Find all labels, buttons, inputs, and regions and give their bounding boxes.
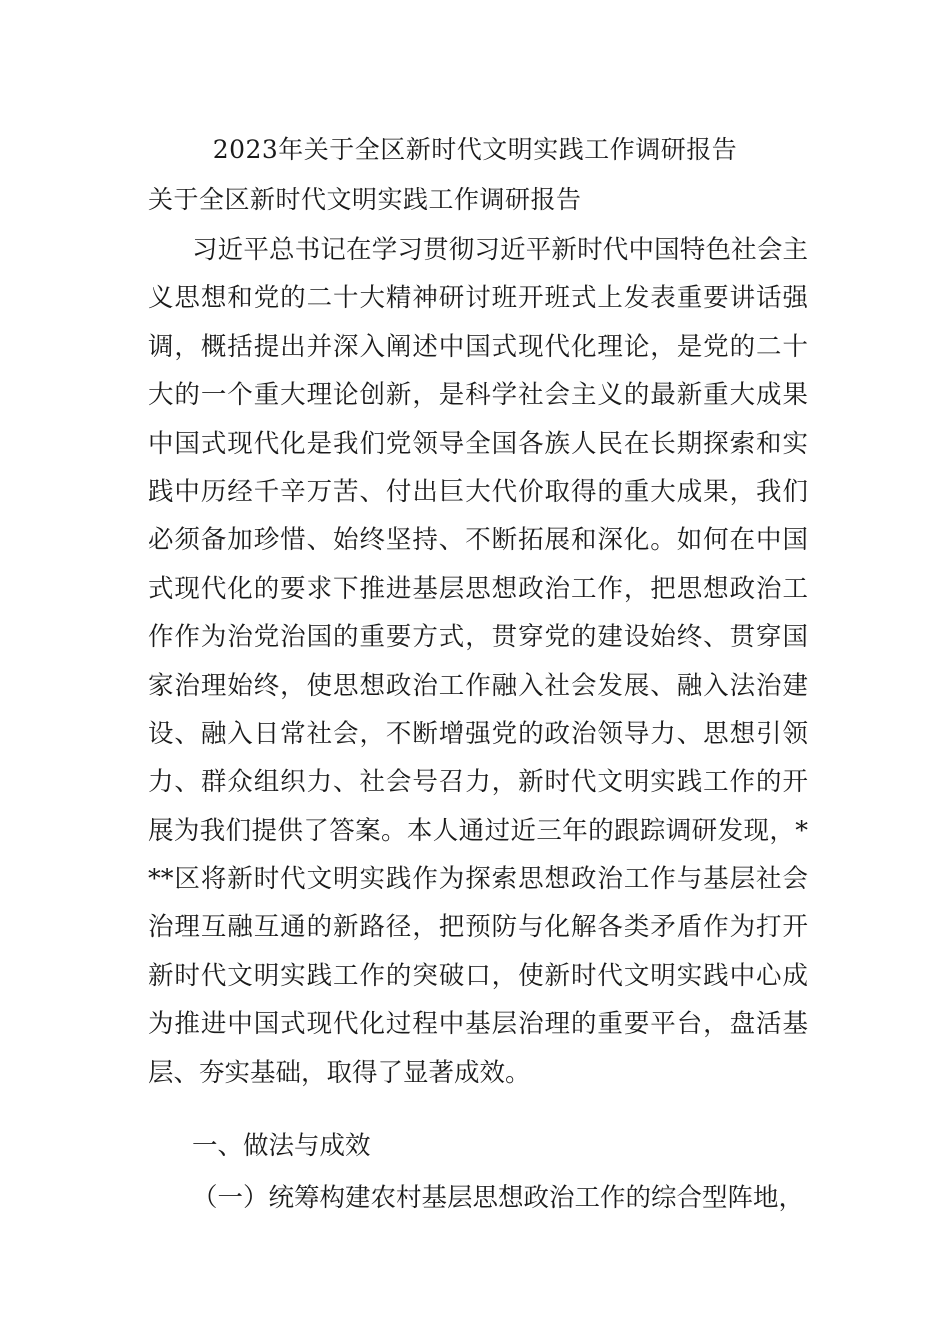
paragraph-line: 层、夯实基础，取得了显著成效。 bbox=[148, 1057, 531, 1088]
paragraph-line: 作作为治党治国的重要方式，贯穿党的建设始终、贯穿国 bbox=[148, 622, 808, 653]
paragraph-line: 治理互融互通的新路径，把预防与化解各类矛盾作为打开 bbox=[148, 912, 808, 943]
document-subtitle: 关于全区新时代文明实践工作调研报告 bbox=[148, 185, 582, 214]
paragraph-line: 义思想和党的二十大精神研讨班开班式上发表重要讲话强 bbox=[148, 283, 808, 314]
paragraph-line: 中国式现代化是我们党领导全国各族人民在长期探索和实 bbox=[148, 428, 808, 459]
section-heading: 一、做法与成效 bbox=[192, 1131, 371, 1161]
paragraph-line: 习近平总书记在学习贯彻习近平新时代中国特色社会主 bbox=[192, 235, 808, 265]
paragraph-line: 力、群众组织力、社会号召力，新时代文明实践工作的开 bbox=[148, 767, 808, 798]
body-paragraph bbox=[148, 232, 808, 1103]
paragraph-line: 家治理始终，使思想政治工作融入社会发展、融入法治建 bbox=[148, 670, 808, 701]
paragraph-line: 调，概括提出并深入阐述中国式现代化理论，是党的二十 bbox=[148, 331, 808, 362]
paragraph-line: 新时代文明实践工作的突破口，使新时代文明实践中心成 bbox=[148, 960, 808, 991]
paragraph-line: 践中历经千辛万苦、付出巨大代价取得的重大成果，我们 bbox=[148, 476, 808, 507]
subsection-heading: （一）统筹构建农村基层思想政治工作的综合型阵地， bbox=[192, 1183, 805, 1213]
paragraph-line: **区将新时代文明实践作为探索思想政治工作与基层社会 bbox=[148, 864, 808, 895]
paragraph-line: 为推进中国式现代化过程中基层治理的重要平台，盘活基 bbox=[148, 1009, 808, 1040]
paragraph-line: 展为我们提供了答案。本人通过近三年的跟踪调研发现，* bbox=[148, 815, 808, 846]
paragraph-line: 大的一个重大理论创新，是科学社会主义的最新重大成果 bbox=[148, 380, 808, 411]
paragraph-line: 式现代化的要求下推进基层思想政治工作，把思想政治工 bbox=[148, 573, 808, 604]
document-title: 2023年关于全区新时代文明实践工作调研报告 bbox=[212, 135, 738, 164]
paragraph-line: 必须备加珍惜、始终坚持、不断拓展和深化。如何在中国 bbox=[148, 525, 808, 556]
paragraph-line: 设、融入日常社会，不断增强党的政治领导力、思想引领 bbox=[148, 718, 808, 749]
